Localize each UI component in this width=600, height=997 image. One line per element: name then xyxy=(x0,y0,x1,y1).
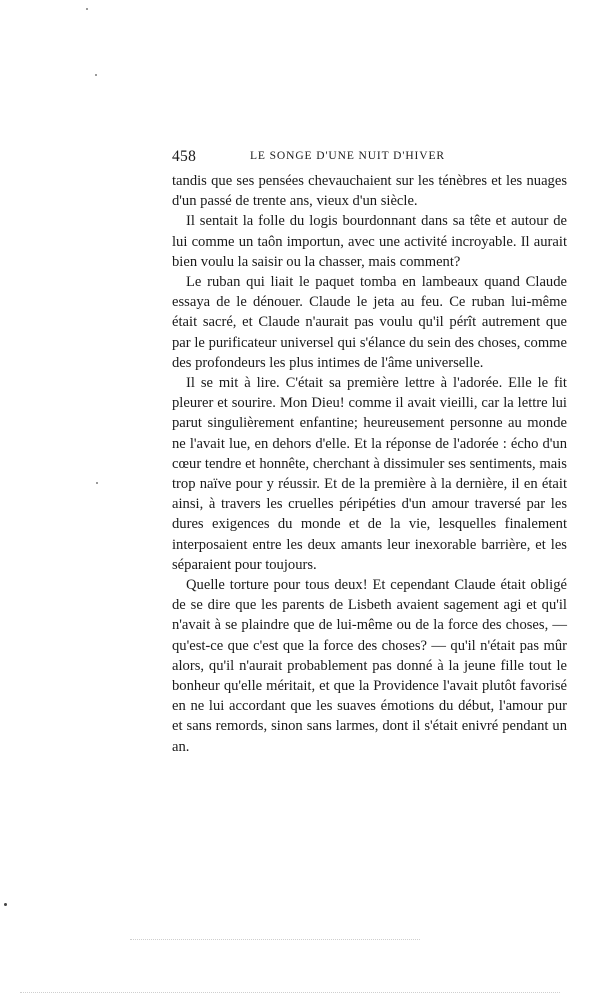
scan-noise xyxy=(130,939,420,941)
page-header xyxy=(172,148,566,168)
scan-speck xyxy=(96,482,98,484)
paragraph: Le ruban qui liait le paquet tomba en lambeaux quand Claude essaya de le dénouer. Claude le jeta au feu. Ce ruban lui-même était sacré, et Claude n'aurait pas voulu qu'il pérît autrement que par le purificateur universel qui s'élance du sein des choses, comme des profondeurs les plus intimes de l'âme universelle. xyxy=(172,274,567,371)
scan-speck xyxy=(4,903,7,906)
scan-speck xyxy=(86,8,88,10)
page-number: 458 xyxy=(172,148,197,165)
running-title: LE SONGE D'UNE NUIT D'HIVER xyxy=(250,150,445,162)
body-text xyxy=(172,171,567,757)
scan-speck xyxy=(95,74,97,76)
scan-noise xyxy=(20,992,560,994)
paragraph: tandis que ses pensées chevauchaient sur les ténèbres et les nuages d'un passé de trente ans, vieux d'un siècle. xyxy=(172,173,567,210)
paragraph: Quelle torture pour tous deux! Et cependant Claude était obligé de se dire que les parents de Lisbeth avaient sagement agi et qu'il n'avait à se plaindre que de lui-même ou de la force des choses, — qu'est-ce que c'est que la force des choses? — qu'il n'était pas mûr alors, qu'il n'aurait probablement pas donné à la jeune fille tout le bonheur qu'elle méritait, et que la Providence l'avait plutôt favorisé en ne lui accordant que les suaves émotions du début, l'amour pur et sans remords, sinon sans larmes, dont il s'était enivré pendant un an. xyxy=(172,577,567,755)
paragraph: Il sentait la folle du logis bourdonnant dans sa tête et autour de lui comme un taôn importun, avec une activité incroyable. Il aurait bien voulu la saisir ou la chasser, mais comment? xyxy=(172,213,567,270)
paragraph: Il se mit à lire. C'était sa première lettre à l'adorée. Elle le fit pleurer et sourire. Mon Dieu! comme il avait vieilli, car la lettre lui parut singulièrement enfantine; heureusement personne au monde ne l'avait lue, en dehors d'elle. Et la réponse de l'adorée : écho d'un cœur tendre et honnête, cherchant à dissimuler ses sentiments, mais trop naïve pour y réussir. Et de la première à la dernière, il en était ainsi, à travers les cruelles péripéties d'un amour traversé par les dures exigences du monde et de la vie, lesquelles finalement interposaient entre les deux amants leur inexorable barrière, et les séparaient pour toujours. xyxy=(172,375,567,573)
